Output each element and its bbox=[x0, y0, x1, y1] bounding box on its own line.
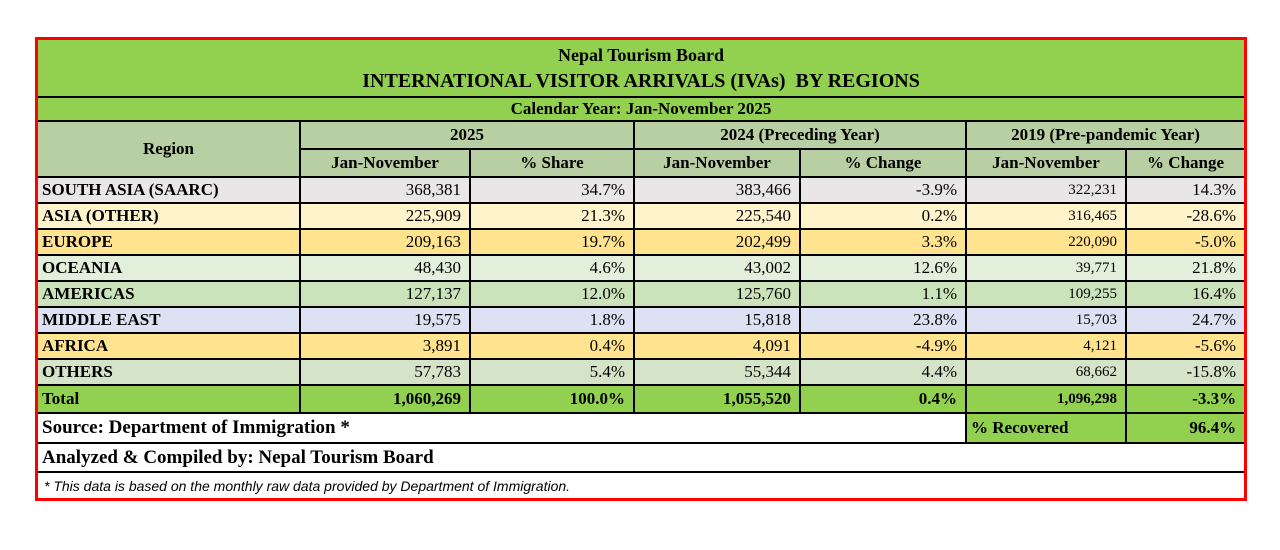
value-cell: -4.9% bbox=[800, 333, 966, 359]
total-row bbox=[38, 385, 1244, 413]
value-cell: 3.3% bbox=[800, 229, 966, 255]
value-cell: -5.6% bbox=[1126, 333, 1244, 359]
year-group-row bbox=[38, 121, 1244, 149]
value-cell: 68,662 bbox=[966, 359, 1126, 385]
value-cell: 225,540 bbox=[634, 203, 800, 229]
value-cell: 127,137 bbox=[300, 281, 470, 307]
footnote-text: * This data is based on the monthly raw data provided by Department of Immigration. bbox=[38, 472, 1244, 498]
group-header-2025: 2025 bbox=[300, 121, 634, 149]
value-cell: 14.3% bbox=[1126, 177, 1244, 203]
calendar-year-label: Calendar Year: Jan-November 2025 bbox=[38, 97, 1244, 121]
value-cell: 225,909 bbox=[300, 203, 470, 229]
value-cell: -5.0% bbox=[1126, 229, 1244, 255]
value-cell: 209,163 bbox=[300, 229, 470, 255]
value-cell: 3,891 bbox=[300, 333, 470, 359]
value-cell: 15,703 bbox=[966, 307, 1126, 333]
value-cell: -3.9% bbox=[800, 177, 966, 203]
value-cell: 16.4% bbox=[1126, 281, 1244, 307]
table-row bbox=[38, 333, 1244, 359]
table-row bbox=[38, 255, 1244, 281]
value-cell: 43,002 bbox=[634, 255, 800, 281]
value-cell: 39,771 bbox=[966, 255, 1126, 281]
value-cell: 316,465 bbox=[966, 203, 1126, 229]
recovered-label: % Recovered bbox=[966, 413, 1126, 443]
value-cell: 220,090 bbox=[966, 229, 1126, 255]
region-cell: AMERICAS bbox=[38, 281, 300, 307]
table-row bbox=[38, 229, 1244, 255]
report-title bbox=[38, 40, 1244, 97]
value-cell: 1,055,520 bbox=[634, 385, 800, 413]
value-cell: 1.8% bbox=[470, 307, 634, 333]
group-header-2019: 2019 (Pre-pandemic Year) bbox=[966, 121, 1244, 149]
value-cell: 23.8% bbox=[800, 307, 966, 333]
analyzed-row bbox=[38, 443, 1244, 472]
value-cell: -15.8% bbox=[1126, 359, 1244, 385]
value-cell: 4,121 bbox=[966, 333, 1126, 359]
region-cell: OCEANIA bbox=[38, 255, 300, 281]
value-cell: 100.0% bbox=[470, 385, 634, 413]
value-cell: 24.7% bbox=[1126, 307, 1244, 333]
col-header-2025-share: % Share bbox=[470, 149, 634, 177]
table-row bbox=[38, 203, 1244, 229]
value-cell: 1,096,298 bbox=[966, 385, 1126, 413]
value-cell: 55,344 bbox=[634, 359, 800, 385]
group-header-2024: 2024 (Preceding Year) bbox=[634, 121, 966, 149]
value-cell: 19,575 bbox=[300, 307, 470, 333]
value-cell: 0.4% bbox=[800, 385, 966, 413]
region-cell: Total bbox=[38, 385, 300, 413]
value-cell: 125,760 bbox=[634, 281, 800, 307]
value-cell: 322,231 bbox=[966, 177, 1126, 203]
analyzed-label: Analyzed & Compiled by: Nepal Tourism Board bbox=[38, 443, 1244, 472]
table-body bbox=[38, 177, 1244, 413]
value-cell: 4.4% bbox=[800, 359, 966, 385]
region-cell: MIDDLE EAST bbox=[38, 307, 300, 333]
region-column-header: Region bbox=[38, 121, 300, 177]
col-header-2024-change: % Change bbox=[800, 149, 966, 177]
value-cell: 4.6% bbox=[470, 255, 634, 281]
value-cell: 1,060,269 bbox=[300, 385, 470, 413]
region-cell: AFRICA bbox=[38, 333, 300, 359]
region-cell: ASIA (OTHER) bbox=[38, 203, 300, 229]
value-cell: 12.6% bbox=[800, 255, 966, 281]
col-header-2019-change: % Change bbox=[1126, 149, 1244, 177]
value-cell: 12.0% bbox=[470, 281, 634, 307]
calendar-row bbox=[38, 97, 1244, 121]
table-row bbox=[38, 307, 1244, 333]
table-footer bbox=[38, 413, 1244, 498]
value-cell: 0.4% bbox=[470, 333, 634, 359]
footnote-row bbox=[38, 472, 1244, 498]
value-cell: 4,091 bbox=[634, 333, 800, 359]
value-cell: 34.7% bbox=[470, 177, 634, 203]
value-cell: 48,430 bbox=[300, 255, 470, 281]
value-cell: 21.3% bbox=[470, 203, 634, 229]
value-cell: 5.4% bbox=[470, 359, 634, 385]
col-header-2025-jan-november: Jan-November bbox=[300, 149, 470, 177]
report-table-frame bbox=[35, 37, 1247, 501]
value-cell: 57,783 bbox=[300, 359, 470, 385]
value-cell: 368,381 bbox=[300, 177, 470, 203]
value-cell: 15,818 bbox=[634, 307, 800, 333]
value-cell: 109,255 bbox=[966, 281, 1126, 307]
value-cell: -3.3% bbox=[1126, 385, 1244, 413]
table-row bbox=[38, 177, 1244, 203]
col-header-2019-jan-november: Jan-November bbox=[966, 149, 1126, 177]
region-cell: EUROPE bbox=[38, 229, 300, 255]
value-cell: 0.2% bbox=[800, 203, 966, 229]
value-cell: 1.1% bbox=[800, 281, 966, 307]
table-row bbox=[38, 359, 1244, 385]
value-cell: 202,499 bbox=[634, 229, 800, 255]
value-cell: -28.6% bbox=[1126, 203, 1244, 229]
visitor-arrivals-table bbox=[38, 40, 1244, 498]
value-cell: 21.8% bbox=[1126, 255, 1244, 281]
title-line1: Nepal Tourism Board bbox=[558, 44, 725, 65]
source-row bbox=[38, 413, 1244, 443]
value-cell: 383,466 bbox=[634, 177, 800, 203]
value-cell: 19.7% bbox=[470, 229, 634, 255]
table-row bbox=[38, 281, 1244, 307]
region-cell: OTHERS bbox=[38, 359, 300, 385]
source-label: Source: Department of Immigration * bbox=[38, 413, 966, 443]
col-header-2024-jan-november: Jan-November bbox=[634, 149, 800, 177]
table-header bbox=[38, 40, 1244, 177]
region-cell: SOUTH ASIA (SAARC) bbox=[38, 177, 300, 203]
title-line2: INTERNATIONAL VISITOR ARRIVALS (IVAs) BY REGIONS bbox=[362, 69, 920, 92]
title-row bbox=[38, 40, 1244, 97]
recovered-value: 96.4% bbox=[1126, 413, 1244, 443]
